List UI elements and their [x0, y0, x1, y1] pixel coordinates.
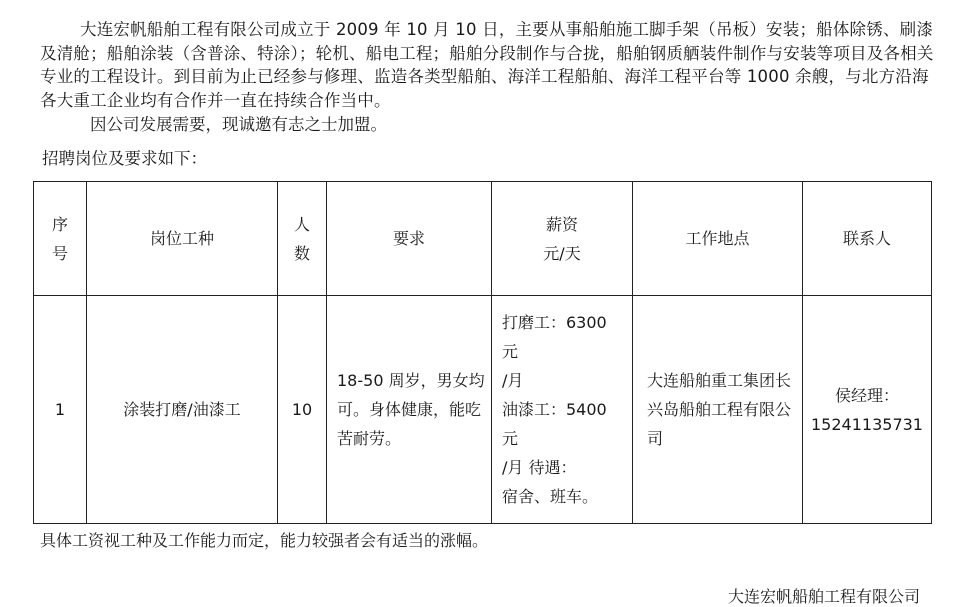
header-count: 人 数 [278, 182, 327, 296]
table-header-row [34, 182, 932, 296]
company-intro: 大连宏帆船舶工程有限公司成立于 2009 年 10 月 10 日，主要从事船舶施工脚手架（吊板）安装；船体除锈、刷漆及清舱；船舶涂装（含普涂、特涂）；轮机、船电工程；船舶分段制作与合拢，船舶钢质舾装件制作与安装等项目及各相关专业的工程设计。到目前为止已经参与修理、监造各类型船舶、海洋工程船舶、海洋工程平台等 1000 余艘，与北方沿海各大重工企业均有合作并一直在持续合作当中。 [40, 20, 934, 110]
salary-note: 具体工资视工种及工作能力而定，能力较强者会有适当的涨幅。 [40, 531, 489, 550]
header-position: 岗位工种 [87, 182, 278, 296]
cell-location: 大连船舶重工集团长兴岛船舶工程有限公司 [633, 296, 803, 524]
contact-phone: 15241135731 [811, 414, 923, 434]
header-contact: 联系人 [803, 182, 932, 296]
cell-salary: 打磨工：6300 元 /月 油漆工：5400 元 /月 待遇： 宿舍、班车。 [492, 296, 633, 524]
cell-position: 涂装打磨/油漆工 [87, 296, 278, 524]
header-no: 序 号 [34, 182, 87, 296]
table-row [34, 296, 932, 524]
cell-contact [803, 296, 932, 524]
recruit-invitation: 因公司发展需要，现诚邀有志之士加盟。 [90, 115, 387, 134]
cell-requirements: 18-50 周岁，男女均可。身体健康，能吃苦耐劳。 [327, 296, 492, 524]
header-salary: 薪资 元/天 [492, 182, 633, 296]
header-requirements: 要求 [327, 182, 492, 296]
contact-name: 侯经理： [834, 385, 899, 405]
positions-table [33, 181, 932, 524]
header-location: 工作地点 [633, 182, 803, 296]
cell-no: 1 [34, 296, 87, 524]
cell-count: 10 [278, 296, 327, 524]
positions-heading: 招聘岗位及要求如下： [42, 149, 207, 168]
company-signature: 大连宏帆船舶工程有限公司 [728, 587, 921, 606]
